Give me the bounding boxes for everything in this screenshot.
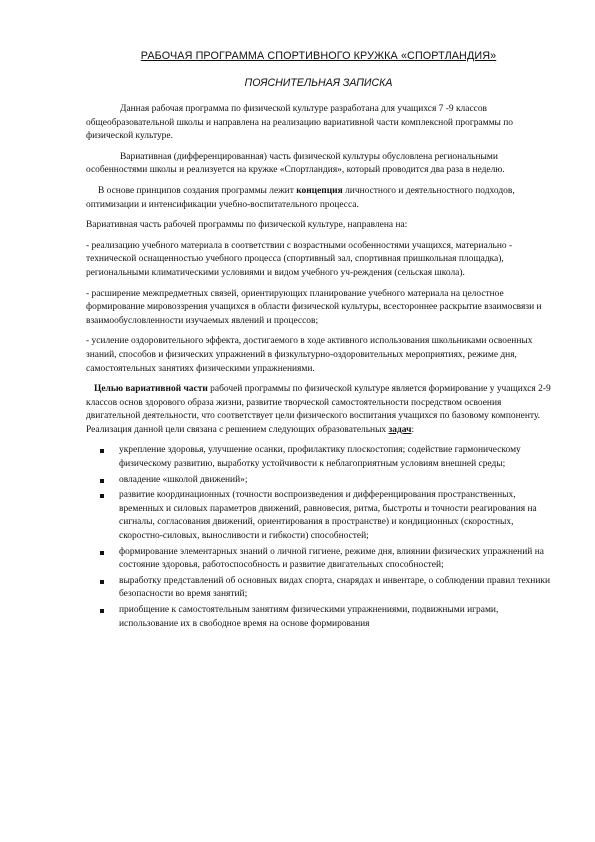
square-bullet-icon: [100, 580, 104, 584]
list-item: [86, 489, 551, 543]
square-bullet-icon: [100, 551, 104, 555]
concept-text-after: личностного и деятельностного подходов, оптимизации и интенсификации учебно-воспитательного процесса.: [86, 185, 515, 210]
paragraph-item-interdisciplinary: - расширение межпредметных связей, ориентирующих планирование учебного материала на целостное формирование мировоззрения учащихся в области физической культуры, всестороннее раскрытие взаимосвязи и взаимообусловленности изучаемых явлений и процессов;: [86, 288, 542, 326]
list-item: [86, 546, 551, 573]
paragraph-variative-part: Вариативная (дифференцированная) часть физической культуры обусловлена региональными особенностями школы и реализуется на кружке «Спортландия», который проводится два раза в неделю.: [86, 151, 505, 176]
paragraph-item-health-effect: - усиление оздоровительного эффекта, достигаемого в ходе активного использования школьниками освоенных знаний, способов и физических упражнений в физкультурно-оздоровительных мероприятиях, режиме дня, самостоятельных занятиях физическими упражнениями.: [86, 336, 533, 374]
paragraph-item-realization: - реализацию учебного материала в соответствии с возрастными особенностями учащихся, материально - технической оснащенностью учебного процесса (спортивный зал, спортивная пришкольная площадка), региональными климатическими условиями и видом учебного уч-реждения (сельская школа).: [86, 240, 513, 278]
list-item-text: овладение «школой движений»;: [119, 474, 248, 485]
list-item-text: развитие координационных (точности воспроизведения и дифференцирования пространственных, временных и силовых параметров движений, равновесия, ритма, быстроты и точности реагирования на сигналы, согласования движений, ориентирования в пространстве) и кондиционных (скоростных, скоростно-силовых, выносливости и гибкости) способностей;: [119, 490, 537, 542]
paragraph-goal: [86, 383, 551, 437]
square-bullet-icon: [100, 449, 104, 453]
list-item-text: формирование элементарных знаний о личной гигиене, режиме дня, влиянии физических упражнений на состояние здоровья, работоспособность и развитие двигательных способностей;: [119, 546, 544, 571]
concept-bold-word: концепция: [296, 185, 343, 196]
goal-bold-phrase: Целью вариативной части: [94, 384, 208, 395]
goal-text: рабочей программы по физической культуре является формирование у учащихся 2-9 классов основ здорового образа жизни, развитие творческой самостоятельности посредством освоения двигательной деятельности, что соответствует цели физического воспитания учащихся по базовому компоненту. Реализация данной цели связана с решением следующих образовательных: [86, 384, 551, 435]
list-item: [86, 575, 551, 602]
square-bullet-icon: [100, 609, 104, 613]
paragraph-concept: [86, 185, 551, 212]
list-item-text: выработку представлений об основных видах спорта, снарядах и инвентаре, о соблюдении правил техники безопасности во время занятий;: [119, 575, 551, 600]
paragraph-intro: Данная рабочая программа по физической культуре разработана для учащихся 7 -9 классов общеобразовательной школы и направлена на реализацию вариативной части комплексной программы по физической культуре.: [86, 104, 514, 142]
list-item: [86, 474, 551, 488]
section-subtitle: ПОЯСНИТЕЛЬНАЯ ЗАПИСКА: [244, 77, 393, 89]
list-item: [86, 444, 551, 471]
goal-text-end: :: [411, 424, 415, 435]
tasks-list: [86, 444, 551, 631]
list-item: [86, 604, 551, 631]
document-title: РАБОЧАЯ ПРОГРАММА СПОРТИВНОГО КРУЖКА «СПОРТЛАНДИЯ»: [140, 50, 497, 62]
list-item-text: приобщение к самостоятельным занятиям физическими упражнениями, подвижными играми, использование их в свободное время на основе формирования: [119, 605, 499, 629]
concept-text-before: В основе принципов создания программы лежит: [98, 185, 297, 196]
tasks-underlined-word: задач: [388, 424, 412, 435]
paragraph-directed-at: Вариативная часть рабочей программы по физической культуре, направлена на:: [86, 220, 408, 231]
square-bullet-icon: [100, 479, 104, 483]
list-item-text: укрепление здоровья, улучшение осанки, профилактику плоскостопия; содействие гармоническому физическому развитию, выработку устойчивости к неблагоприятным условиям внешней среды;: [119, 445, 521, 470]
square-bullet-icon: [100, 494, 104, 498]
